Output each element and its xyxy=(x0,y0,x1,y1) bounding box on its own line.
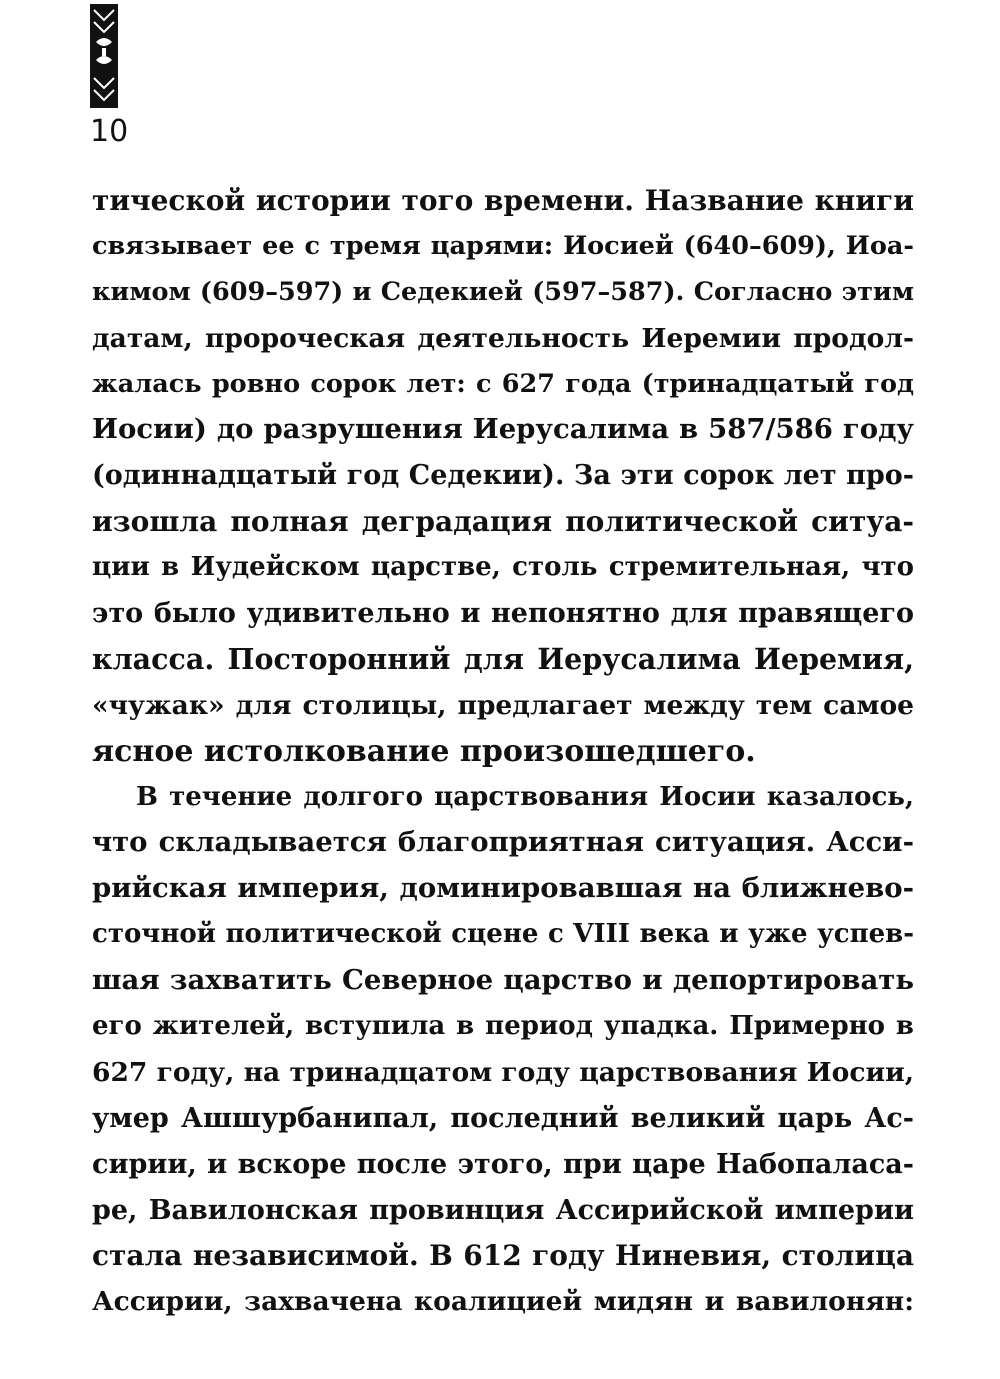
page-number: 10 xyxy=(90,114,129,149)
text-line: ясное истолкование произошедшего. xyxy=(92,733,756,769)
text-line: ре, Вавилонская провинция Ассирийской империи xyxy=(92,1194,914,1226)
text-line: 627 году, на тринадцатом году царствования Иосии, xyxy=(92,1056,914,1088)
text-line: «чужак» для столицы, предлагает между тем самое xyxy=(92,689,914,721)
text-line: Иосии) до разрушения Иерусалима в 587/586 году xyxy=(92,413,914,446)
text-line: жалась ровно сорок лет: с 627 года (тринадцатый год xyxy=(92,368,914,399)
vertical-ornament-icon xyxy=(90,4,118,108)
text-line: изошла полная деградация политической ситуа- xyxy=(92,505,914,539)
paragraph-2 xyxy=(92,775,914,1326)
text-line: датам, пророческая деятельность Иеремии продол- xyxy=(92,322,914,354)
text-line: что складывается благоприятная ситуация. Асси- xyxy=(92,826,914,859)
text-line: В течение долгого царствования Иосии казалось, xyxy=(136,781,914,812)
text-line: шая захватить Северное царство и депортировать xyxy=(92,964,914,997)
text-line: умер Ашшурбанипал, последний великий царь Ас- xyxy=(92,1102,914,1134)
text-line: рийская империя, доминировавшая на ближнево- xyxy=(92,872,914,905)
text-line: это было удивительно и непонятно для правящего xyxy=(92,598,914,630)
text-line: связывает ее с тремя царями: Иосией (640–609), Иоа- xyxy=(92,230,914,261)
text-line: кимом (609–597) и Седекией (597–587). Согласно этим xyxy=(92,276,914,307)
text-line: его жителей, вступила в период упадка. Примерно в xyxy=(92,1011,914,1042)
text-line: Ассирии, захвачена коалицией мидян и вавилонян: xyxy=(92,1286,914,1318)
text-line: сирии, и вскоре после этого, при царе Набопаласа- xyxy=(92,1148,914,1180)
text-line: класса. Посторонний для Иерусалима Иеремия, xyxy=(92,641,914,676)
text-line: сточной политической сцене с VIII века и уже успев- xyxy=(92,919,914,950)
body-text xyxy=(92,178,914,1325)
text-line: стала независимой. В 612 году Ниневия, столица xyxy=(92,1239,914,1273)
text-line: ции в Иудейском царстве, столь стремительная, что xyxy=(92,552,914,583)
text-line: тической истории того времени. Название книги xyxy=(92,184,914,217)
text-line: (одиннадцатый год Седекии). За эти сорок лет про- xyxy=(92,460,914,492)
paragraph-1 xyxy=(92,178,914,775)
